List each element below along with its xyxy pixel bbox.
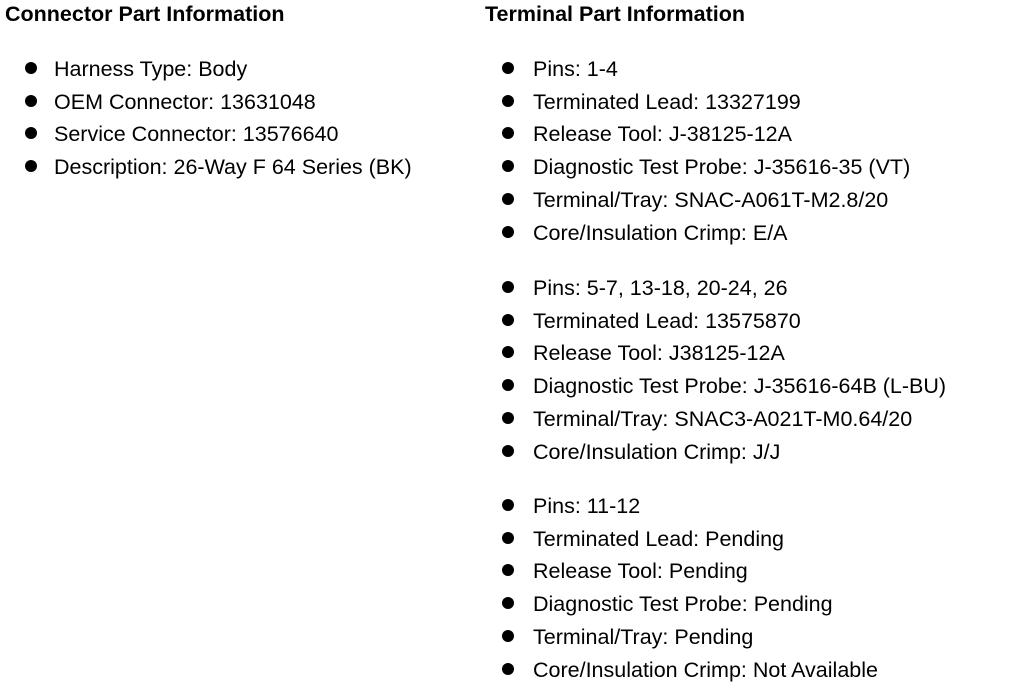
bullet-icon xyxy=(502,499,514,511)
bullet-icon xyxy=(502,226,514,238)
connector-item-text: Harness Type: Body xyxy=(54,57,248,81)
bullet-icon xyxy=(502,281,514,293)
terminal-item-text: Core/Insulation Crimp: E/A xyxy=(533,221,788,245)
bullet-icon xyxy=(502,346,514,358)
bullet-icon xyxy=(502,564,514,576)
terminal-item-text: Terminated Lead: Pending xyxy=(533,527,785,551)
bullet-icon xyxy=(502,630,514,642)
bullet-icon xyxy=(25,95,37,107)
terminal-item-text: Pins: 5-7, 13-18, 20-24, 26 xyxy=(533,276,788,300)
terminal-item-text: Terminal/Tray: SNAC3-A021T-M0.64/20 xyxy=(533,407,913,431)
terminal-item-text: Release Tool: J-38125-12A xyxy=(533,122,792,146)
bullet-icon xyxy=(502,314,514,326)
bullet-icon xyxy=(502,412,514,424)
bullet-icon xyxy=(502,663,514,675)
terminal-item-text: Terminal/Tray: SNAC-A061T-M2.8/20 xyxy=(533,188,889,212)
terminal-item-text: Terminated Lead: 13327199 xyxy=(533,90,801,114)
bullet-icon xyxy=(502,62,514,74)
terminal-item-text: Diagnostic Test Probe: J-35616-64B (L-BU) xyxy=(533,374,947,398)
connector-item-text: Description: 26-Way F 64 Series (BK) xyxy=(54,155,412,179)
bullet-icon xyxy=(502,532,514,544)
bullet-icon xyxy=(502,379,514,391)
terminal-item-text: Core/Insulation Crimp: J/J xyxy=(533,440,781,464)
terminal-item-text: Release Tool: Pending xyxy=(533,559,748,583)
terminal-item-text: Terminated Lead: 13575870 xyxy=(533,309,801,333)
bullet-icon xyxy=(25,160,37,172)
bullet-icon xyxy=(502,193,514,205)
connector-section-title: Connector Part Information xyxy=(5,2,285,26)
terminal-item-text: Pins: 11-12 xyxy=(533,494,641,518)
bullet-icon xyxy=(25,62,37,74)
bullet-icon xyxy=(502,127,514,139)
connector-item-text: OEM Connector: 13631048 xyxy=(54,90,316,114)
bullet-icon xyxy=(502,160,514,172)
bullet-icon xyxy=(502,445,514,457)
bullet-icon xyxy=(502,597,514,609)
terminal-item-text: Core/Insulation Crimp: Not Available xyxy=(533,658,878,682)
connector-item-text: Service Connector: 13576640 xyxy=(54,122,339,146)
terminal-item-text: Pins: 1-4 xyxy=(533,57,618,81)
bullet-icon xyxy=(502,95,514,107)
terminal-item-text: Terminal/Tray: Pending xyxy=(533,625,754,649)
terminal-item-text: Release Tool: J38125-12A xyxy=(533,341,785,365)
terminal-item-text: Diagnostic Test Probe: Pending xyxy=(533,592,833,616)
terminal-section-title: Terminal Part Information xyxy=(485,2,746,26)
terminal-item-text: Diagnostic Test Probe: J-35616-35 (VT) xyxy=(533,155,911,179)
bullet-icon xyxy=(25,127,37,139)
